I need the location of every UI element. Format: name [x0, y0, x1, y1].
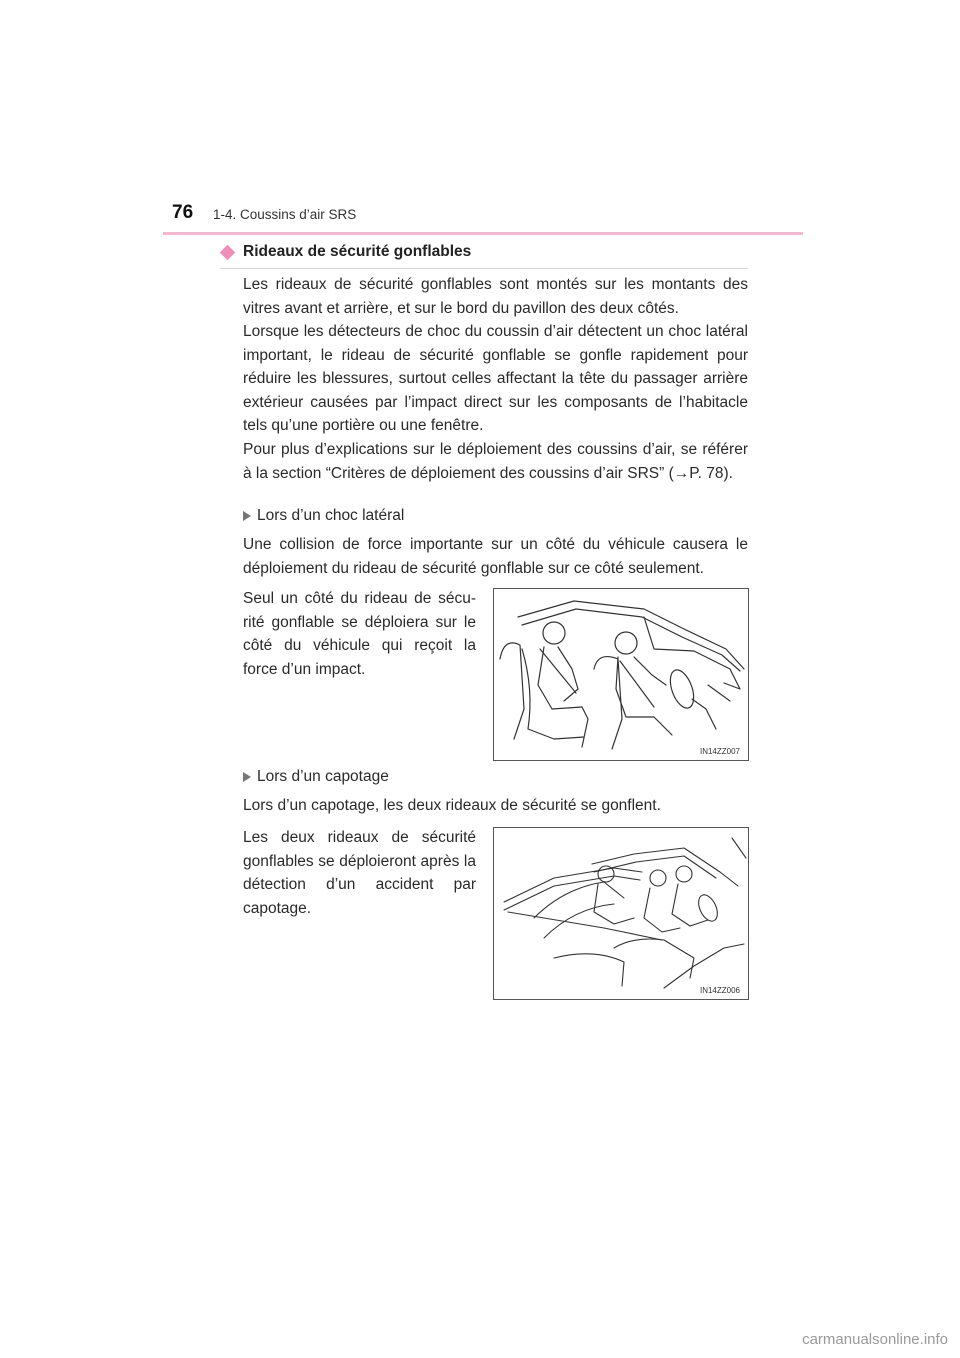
- figure-code: IN14ZZ007: [699, 747, 740, 756]
- subheading-rollover: [243, 768, 389, 786]
- paragraph-side-impact: Une collision de force importante sur un côté du véhicule causera le déploiement du rideau de sécurité gonflable sur ce côté seulement.: [243, 536, 748, 577]
- caption-rollover: Les deux rideaux de sécurité gonflables se déploieront après la détection d’un accident par capotage.: [243, 829, 476, 917]
- triangle-bullet-icon: [243, 772, 251, 782]
- paragraph-rollover: Lors d’un capotage, les deux rideaux de sécurité se gonflent.: [243, 797, 661, 814]
- watermark: carmanualsonline.info: [802, 1331, 948, 1348]
- page-number: 76: [172, 202, 194, 223]
- subheading-rollover-label: Lors d’un capotage: [257, 768, 389, 785]
- paragraph-deployment: Lorsque les détecteurs de choc du coussin d’air détectent un choc latéral important, le rideau de sécurité gonflable se gonfle rapidement pour réduire les blessures, surtout celles affectant la tête du passager arrière extérieur causées par l’impact direct sur les composants de l’habitacle tels qu’une portière ou une fenêtre.: [243, 323, 748, 434]
- paragraph-criteria-ref: Pour plus d’explications sur le déploiement des coussins d’air, se référer à la section “Critères de déploiement des coussins d’air SRS” (→P. 78).: [243, 441, 748, 482]
- figure-side-impact: [493, 588, 749, 761]
- rollover-illustration: [494, 828, 748, 999]
- figure-code: IN14ZZ006: [699, 986, 740, 995]
- paragraph-mounting: Les rideaux de sécurité gonflables sont montés sur les montants des vitres avant et arrière, et sur le bord du pavillon des deux côtés.: [243, 276, 748, 317]
- side-impact-illustration: [494, 589, 748, 760]
- section-title: Rideaux de sécurité gonflables: [243, 243, 472, 260]
- figure-rollover: [493, 827, 749, 1000]
- running-header: 1-4. Coussins d’air SRS: [213, 207, 357, 222]
- triangle-bullet-icon: [243, 511, 251, 521]
- subheading-side-impact: [243, 507, 404, 525]
- diamond-bullet-icon: [220, 244, 236, 260]
- section-rule: [220, 268, 748, 269]
- header-rule: [163, 232, 803, 235]
- caption-side-impact: Seul un côté du rideau de sécurité gonflable se déploiera sur le côté du véhicule qui reçoit la force d’un impact.: [243, 590, 476, 678]
- section-heading: [220, 243, 471, 261]
- subheading-side-impact-label: Lors d’un choc latéral: [257, 507, 405, 524]
